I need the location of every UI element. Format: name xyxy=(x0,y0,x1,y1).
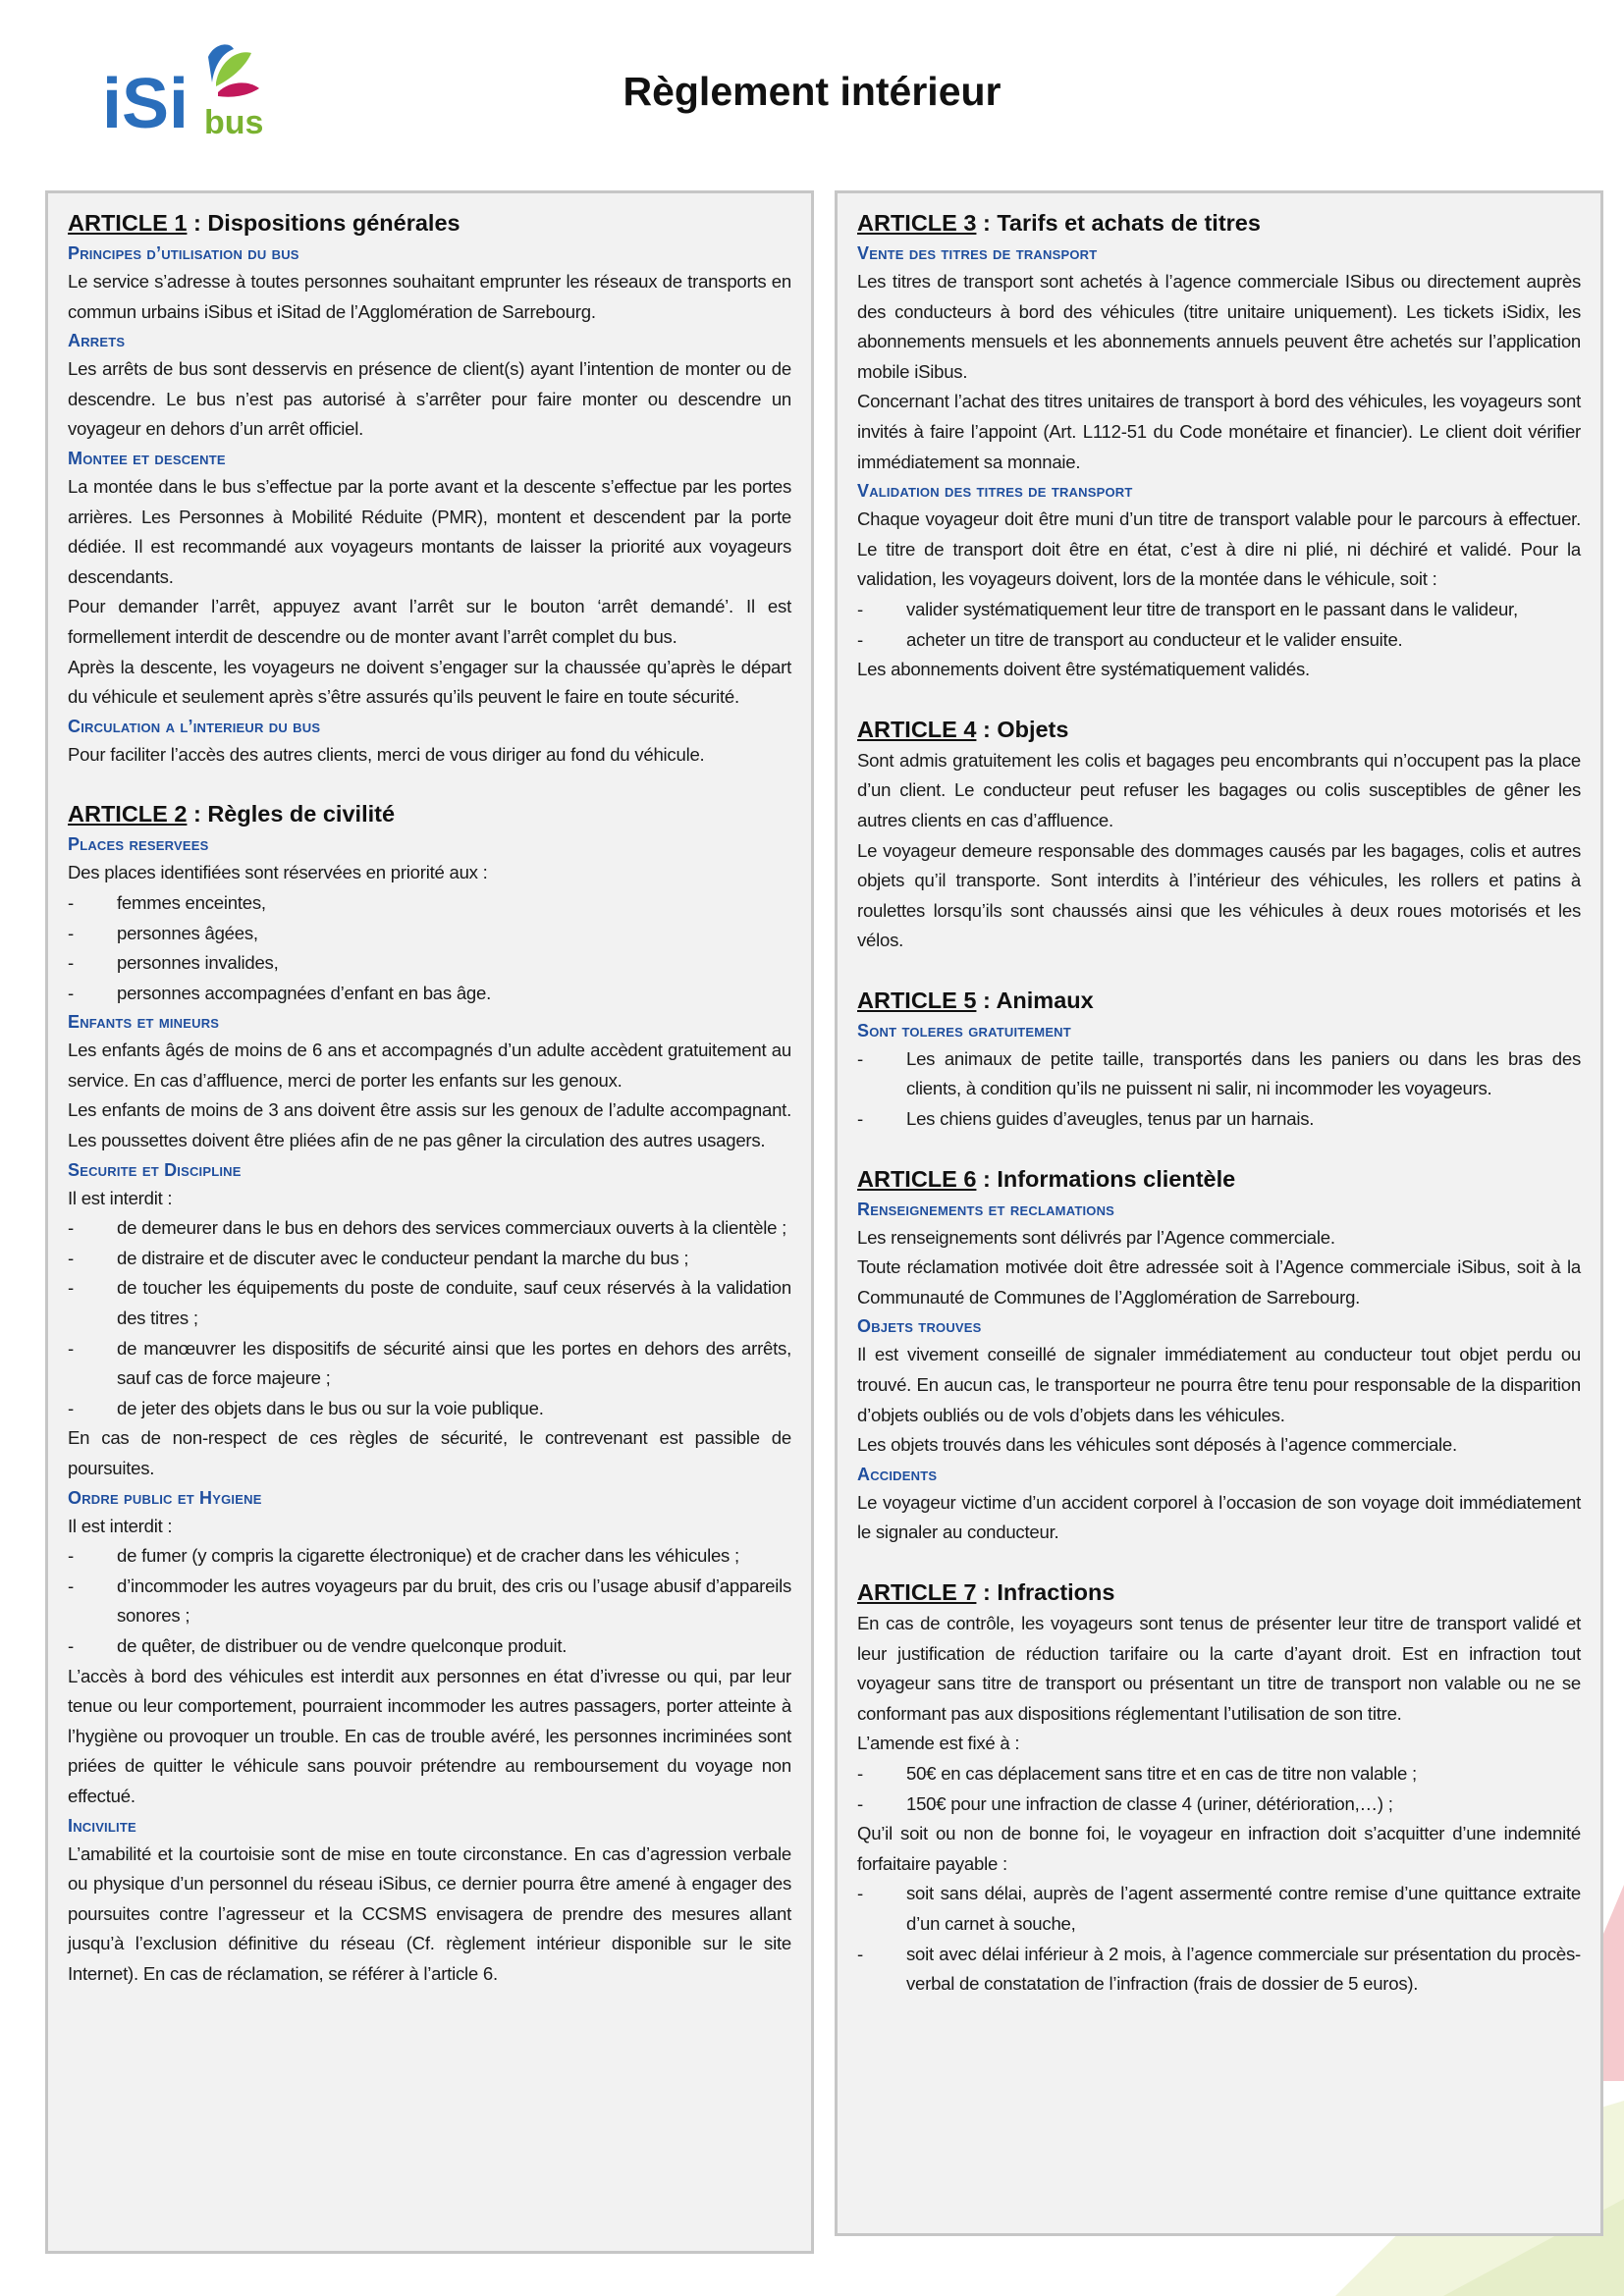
bullet-list xyxy=(857,1044,1581,1135)
article-number: ARTICLE 7 xyxy=(857,1579,977,1605)
paragraph: Il est vivement conseillé de signaler immédiatement au conducteur tout objet perdu ou trouvé. En aucun cas, le transporteur ne pourra être tenu pour responsable de la disparition d’objets oubliés ou de vols d’objets dans les véhicules. xyxy=(857,1344,1581,1425)
list-item: - personnes invalides, xyxy=(68,948,791,979)
paragraph: Après la descente, les voyageurs ne doivent s’engager sur la chaussée qu’après le départ du véhicule et seulement après s’être assurés qu’ils peuvent le faire en toute sécurité. xyxy=(68,656,791,708)
article-2-section xyxy=(68,798,791,1989)
list-item: - Les animaux de petite taille, transportés dans les paniers ou dans les bras des clients, à condition qu’ils ne puissent ni salir, ni incommoder les voyageurs. xyxy=(857,1044,1581,1104)
paragraph: Il est interdit : xyxy=(68,1515,173,1536)
list-item: - 150€ pour une infraction de classe 4 (uriner, détérioration,…) ; xyxy=(857,1789,1581,1820)
article-3-section xyxy=(857,207,1581,685)
paragraph: En cas de non-respect de ces règles de sécurité, le contrevenant est passible de poursuites. xyxy=(68,1427,791,1478)
list-item: - valider systématiquement leur titre de transport en le passant dans le valideur, xyxy=(857,595,1581,625)
bullet-list xyxy=(857,1759,1581,1819)
article-5-section xyxy=(857,985,1581,1135)
subsection-heading: Validation des titres de transport xyxy=(857,481,1133,502)
paragraph: Les abonnements doivent être systématiquement validés. xyxy=(857,659,1310,680)
list-item: - de distraire et de discuter avec le conducteur pendant la marche du bus ; xyxy=(68,1244,791,1274)
article-title: : Objets xyxy=(976,716,1069,742)
subsection-heading: Circulation a l’interieur du bus xyxy=(68,716,321,736)
subsection-heading: Arrets xyxy=(68,331,126,351)
list-item: - soit sans délai, auprès de l’agent assermenté contre remise d’une quittance extraite d’un carnet à souche, xyxy=(857,1879,1581,1939)
left-column xyxy=(45,190,814,2254)
bullet-list xyxy=(857,595,1581,655)
list-item: - de manœuvrer les dispositifs de sécurité ainsi que les portes en dehors des arrêts, sauf cas de force majeure ; xyxy=(68,1334,791,1394)
article-1-section xyxy=(68,207,791,770)
list-item: - personnes accompagnées d’enfant en bas âge. xyxy=(68,979,791,1009)
article-title: : Dispositions générales xyxy=(187,210,460,236)
paragraph: Les enfants âgés de moins de 6 ans et accompagnés d’un adulte accèdent gratuitement au service. En cas d’affluence, merci de porter les enfants sur les genoux. xyxy=(68,1040,791,1091)
list-item: - 50€ en cas déplacement sans titre et en cas de titre non valable ; xyxy=(857,1759,1581,1789)
article-title: : Règles de civilité xyxy=(187,801,396,828)
paragraph: Concernant l’achat des titres unitaires de transport à bord des véhicules, les voyageurs sont invités à faire l’appoint (Art. L112-51 du Code monétaire et financier). Le client doit vérifier immédiatement sa monnaie. xyxy=(857,391,1581,472)
paragraph: Qu’il soit ou non de bonne foi, le voyageur en infraction doit s’acquitter d’une indemnité forfaitaire payable : xyxy=(857,1823,1581,1874)
subsection-heading: Ordre public et Hygiene xyxy=(68,1487,262,1508)
logo-text-bus: bus xyxy=(204,104,264,141)
article-number: ARTICLE 5 xyxy=(857,987,977,1013)
article-6-section xyxy=(857,1163,1581,1548)
subsection-heading: Places reservees xyxy=(68,834,209,855)
article-7-section xyxy=(857,1576,1581,2000)
list-item: - soit avec délai inférieur à 2 mois, à l’agence commerciale sur présentation du procès-verbal de constatation de l’infraction (frais de dossier de 5 euros). xyxy=(857,1940,1581,2000)
subsection-heading: Montee et descente xyxy=(68,448,226,468)
list-item: - acheter un titre de transport au conducteur et le valider ensuite. xyxy=(857,625,1581,656)
paragraph: Les enfants de moins de 3 ans doivent être assis sur les genoux de l’adulte accompagnant. Les poussettes doivent être pliées afin de ne pas gêner la circulation des autres usagers. xyxy=(68,1099,791,1151)
list-item: - femmes enceintes, xyxy=(68,888,791,919)
list-item: - de jeter des objets dans le bus ou sur la voie publique. xyxy=(68,1394,791,1424)
article-number: ARTICLE 2 xyxy=(68,801,188,828)
article-4-section xyxy=(857,714,1581,956)
paragraph: Le voyageur demeure responsable des dommages causés par les bagages, colis et autres objets qu’il transporte. Sont interdits à l’intérieur des véhicules, les rollers et patins à roulettes lorsqu’ils sont chaussés ainsi que les véhicules à deux roues motorisés et les vélos. xyxy=(857,839,1581,951)
article-title: : Infractions xyxy=(976,1579,1115,1605)
article-heading xyxy=(857,1163,1581,1196)
bullet-list xyxy=(68,1213,791,1423)
article-heading xyxy=(857,985,1581,1017)
paragraph: Des places identifiées sont réservées en priorité aux : xyxy=(68,862,488,883)
article-heading xyxy=(857,207,1581,240)
paragraph: Pour demander l’arrêt, appuyez avant l’arrêt sur le bouton ‘arrêt demandé’. Il est formellement interdit de descendre ou de monter avant l’arrêt complet du bus. xyxy=(68,596,791,647)
subsection-heading: Incivilite xyxy=(68,1815,136,1836)
subsection-heading: Principes d’utilisation du bus xyxy=(68,243,299,263)
page-title: Règlement intérieur xyxy=(623,69,1001,114)
subsection-heading: Securite et Discipline xyxy=(68,1159,242,1180)
subsection-heading: Sont toleres gratuitement xyxy=(857,1020,1071,1041)
list-item: - Les chiens guides d’aveugles, tenus par un harnais. xyxy=(857,1104,1581,1135)
list-item: - personnes âgées, xyxy=(68,919,791,949)
paragraph: Le service s’adresse à toutes personnes souhaitant emprunter les réseaux de transports en commun urbains iSibus et iSitad de l’Agglomération de Sarrebourg. xyxy=(68,271,791,322)
logo-text-isi: iSi xyxy=(102,65,189,143)
list-item: - de toucher les équipements du poste de conduite, sauf ceux réservés à la validation des titres ; xyxy=(68,1273,791,1333)
paragraph: Il est interdit : xyxy=(68,1187,173,1208)
paragraph: Pour faciliter l’accès des autres clients, merci de vous diriger au fond du véhicule. xyxy=(68,743,705,765)
paragraph: Les objets trouvés dans les véhicules sont déposés à l’agence commerciale. xyxy=(857,1434,1457,1456)
paragraph: Sont admis gratuitement les colis et bagages peu encombrants qui n’occupent pas la place d’un client. Le conducteur peut refuser les bagages ou colis susceptibles de gêner les autres clients en cas d’affluence. xyxy=(857,749,1581,830)
paragraph: Les renseignements sont délivrés par l’Agence commerciale. xyxy=(857,1226,1335,1248)
article-heading xyxy=(68,207,791,240)
paragraph: Les titres de transport sont achetés à l’agence commerciale ISibus ou directement auprès des conducteurs à bord des véhicules (titre unitaire uniquement). Les tickets iSidix, les abonnements mensuels et les abonnements annuels peuvent être achetés sur l’application mobile iSibus. xyxy=(857,271,1581,382)
article-number: ARTICLE 6 xyxy=(857,1165,977,1192)
article-number: ARTICLE 3 xyxy=(857,210,977,236)
list-item: - de fumer (y compris la cigarette électronique) et de cracher dans les véhicules ; xyxy=(68,1541,791,1572)
list-item: - de demeurer dans le bus en dehors des services commerciaux ouverts à la clientèle ; xyxy=(68,1213,791,1244)
right-column xyxy=(835,190,1603,2236)
subsection-heading: Enfants et mineurs xyxy=(68,1012,220,1033)
list-item: - d’incommoder les autres voyageurs par du bruit, des cris ou l’usage abusif d’appareils sonores ; xyxy=(68,1572,791,1631)
paragraph: La montée dans le bus s’effectue par la porte avant et la descente s’effectue par les portes arrières. Les Personnes à Mobilité Réduite (PMR), montent et descendent par la porte dédiée. Il est recommandé aux voyageurs montants de laisser la priorité aux voyageurs descendants. xyxy=(68,475,791,587)
article-heading xyxy=(68,798,791,830)
subsection-heading: Renseignements et reclamations xyxy=(857,1199,1115,1219)
paragraph: L’accès à bord des véhicules est interdit aux personnes en état d’ivresse ou qui, par leur tenue ou leur comportement, pourraient incommoder les autres passagers, porter atteinte à l’hygiène ou provoquer un trouble. En cas de trouble avéré, les personnes incriminées sont priées de quitter le véhicule sans pouvoir prétendre au remboursement du voyage non effectué. xyxy=(68,1665,791,1806)
article-number: ARTICLE 4 xyxy=(857,716,977,742)
article-title: : Informations clientèle xyxy=(976,1165,1236,1192)
bullet-list xyxy=(857,1879,1581,1999)
article-title: : Animaux xyxy=(976,987,1094,1013)
subsection-heading: Vente des titres de transport xyxy=(857,243,1098,263)
article-heading xyxy=(857,1576,1581,1609)
article-title: : Tarifs et achats de titres xyxy=(976,210,1261,236)
list-item: - de quêter, de distribuer ou de vendre quelconque produit. xyxy=(68,1631,791,1662)
article-heading xyxy=(857,714,1581,746)
article-number: ARTICLE 1 xyxy=(68,210,188,236)
bullet-list xyxy=(68,888,791,1008)
paragraph: Les arrêts de bus sont desservis en présence de client(s) ayant l’intention de monter ou de descendre. Le bus n’est pas autorisé à s’arrêter pour faire monter ou descendre un voyageur en dehors d’un arrêt officiel. xyxy=(68,358,791,440)
subsection-heading: Objets trouves xyxy=(857,1316,982,1337)
paragraph: En cas de contrôle, les voyageurs sont tenus de présenter leur titre de transport validé et leur justification de réduction tarifaire ou la carte d’ayant droit. Est en infraction tout voyageur sans titre de transport ou présentant un titre de transport non valable ou ne se conformant pas aux dispositions réglementant l’utilisation de son titre. xyxy=(857,1613,1581,1724)
paragraph: L’amende est fixé à : xyxy=(857,1733,1020,1754)
paragraph: Le voyageur victime d’un accident corporel à l’occasion de son voyage doit immédiatement le signaler au conducteur. xyxy=(857,1491,1581,1543)
paragraph: Chaque voyageur doit être muni d’un titre de transport valable pour le parcours à effectuer. Le titre de transport doit être en état, c’est à dire ni plié, ni déchiré et validé. Pour la validation, les voyageurs doivent, lors de la montée dans le véhicule, soit : xyxy=(857,508,1581,590)
paragraph: L’amabilité et la courtoisie sont de mise en toute circonstance. En cas d’agression verbale ou physique d’un personnel du réseau iSibus, ce dernier pourra être amené à engager des poursuites contre l’agresseur et la CCSMS envisagera de prendre des mesures allant jusqu’à l’exclusion définitive du réseau (Cf. règlement intérieur disponible sur le site Internet). En cas de réclamation, se référer à l’article 6. xyxy=(68,1842,791,1984)
subsection-heading: Accidents xyxy=(857,1464,938,1484)
paragraph: Toute réclamation motivée doit être adressée soit à l’Agence commerciale iSibus, soit à la Communauté de Communes de l’Agglomération de Sarrebourg. xyxy=(857,1256,1581,1308)
bullet-list xyxy=(68,1541,791,1661)
